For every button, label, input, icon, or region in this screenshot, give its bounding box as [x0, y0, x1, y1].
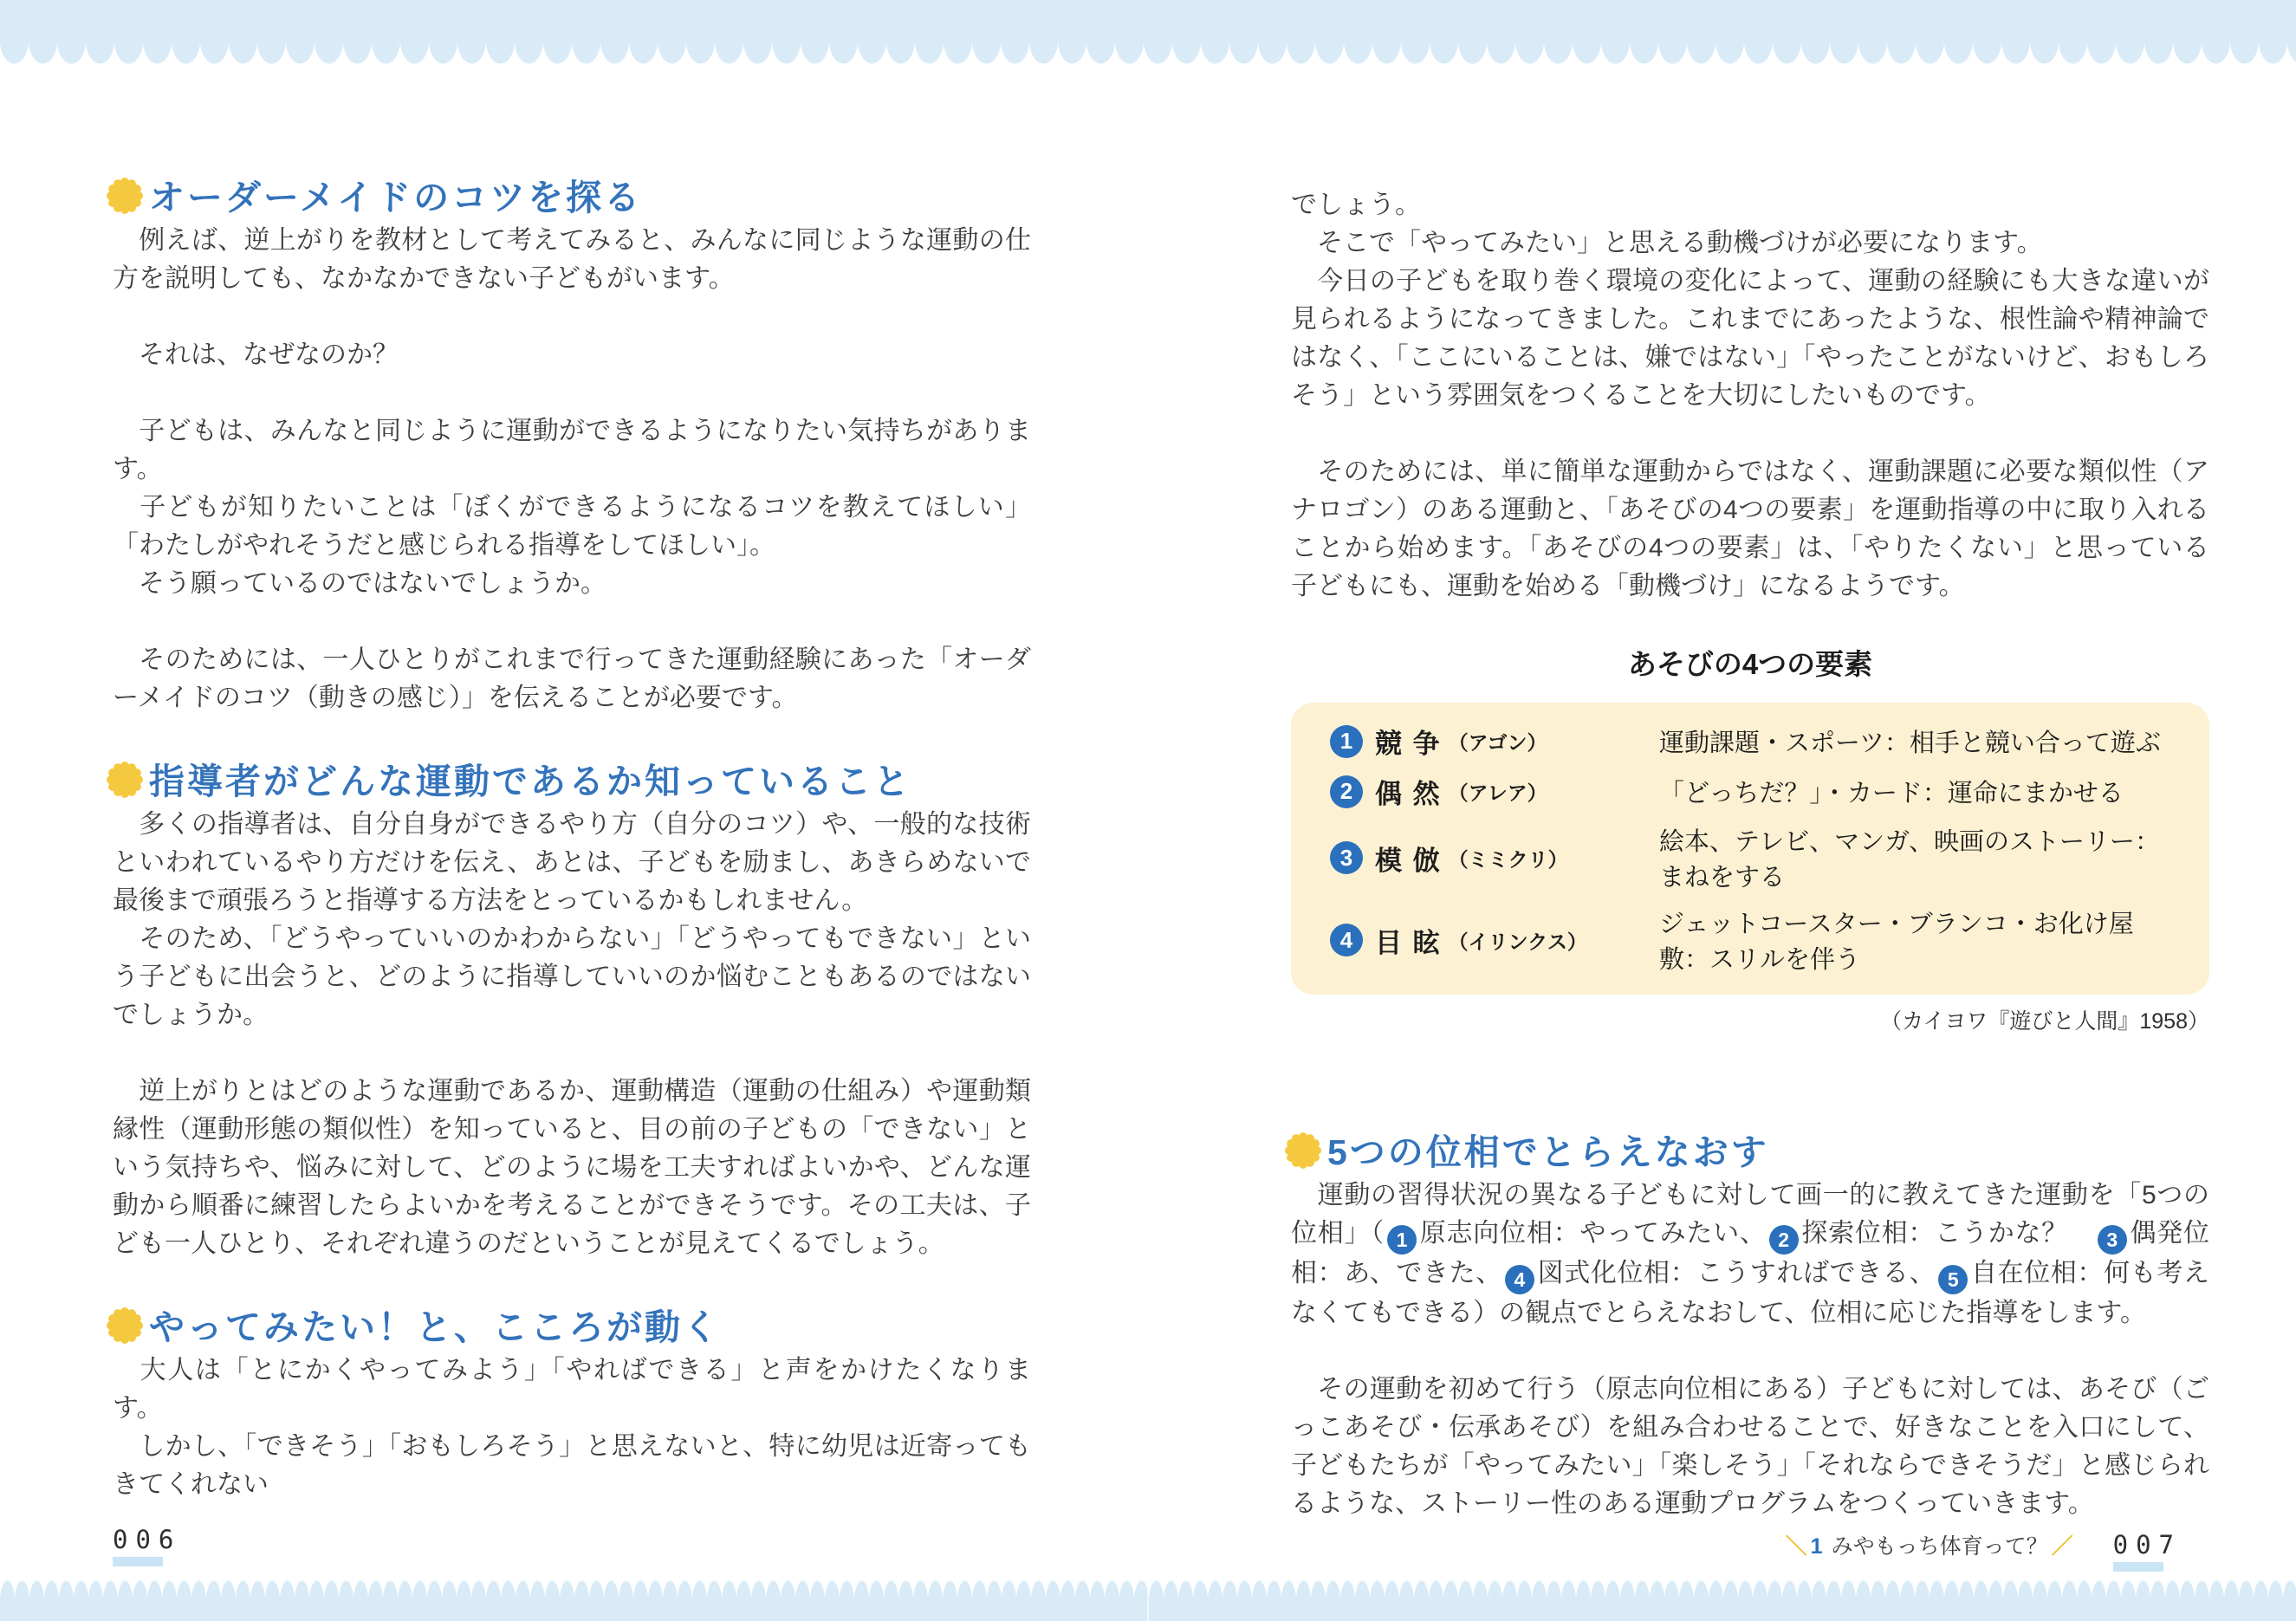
- paragraph: そう願っているのではないでしょうか。: [113, 569, 606, 598]
- section-heading-text: 5つの位相でとらえなおす: [1327, 1132, 1769, 1172]
- play-element-term: 偶 然: [1375, 779, 1442, 809]
- play-element-term: 模 倣: [1375, 845, 1442, 876]
- numbered-circle-icon: 3: [1330, 841, 1363, 874]
- sun-burst-icon: [106, 177, 144, 215]
- numbered-circle-icon: 3: [2098, 1225, 2127, 1255]
- play-element-description: ジェットコースター・ブランコ・お化け屋敷：スリルを伴う: [1659, 911, 2134, 974]
- numbered-circle-icon: 5: [1938, 1265, 1968, 1294]
- paragraph: その運動を初めて行う（原志向位相にある）子どもに対しては、あそび（ごっこあそび・伝承あそび）を組み合わせることで、好きなことを入口にして、子どもたちが「やってみたい」「楽しそう」「それならできそうだ」と感じられるような、ストーリー性のある運動プログラムをつくっていきます。: [1291, 1375, 2209, 1518]
- paragraph: 例えば、逆上がりを教材として考えてみると、みんなに同じような運動の仕方を説明しても、なかなかできない子どもがいます。: [113, 226, 1031, 293]
- paragraph: 子どもが知りたいことは「ぼくができるようになるコツを教えてほしい」「わたしがやれそうだと感じられる指導をしてほしい」。: [113, 493, 1031, 560]
- page-number-underline: [113, 1557, 163, 1566]
- section-heading-text: やってみたい！と、こころが動く: [149, 1307, 721, 1347]
- play-element-reading: （イリンクス）: [1448, 930, 1587, 953]
- section-heading-text: オーダーメイドのコツを探る: [149, 178, 643, 217]
- page-number-underline: [2113, 1562, 2163, 1572]
- page-number-right: 007: [2112, 1530, 2182, 1559]
- paragraph: そのため、「どうやっていいのかわからない」「どうやってもできない」という子どもに出会うと、どのように指導していいのか悩むこともあるのではないでしょうか。: [113, 924, 1031, 1029]
- paragraph: でしょう。: [1291, 191, 1421, 219]
- play-element-term: 目 眩: [1375, 927, 1442, 958]
- play-element-label: [1330, 921, 1659, 960]
- section-heading-text: 指導者がどんな運動であるか知っていること: [149, 762, 911, 801]
- play-element-description: 絵本、テレビ、マンガ、映画のストーリー：まねをする: [1659, 828, 2160, 892]
- play-element-row: [1330, 722, 2170, 761]
- play-element-reading: （アレア）: [1448, 781, 1547, 804]
- numbered-circle-icon: 4: [1505, 1265, 1534, 1294]
- paragraph: そこで「やってみたい」と思える動機づけが必要になります。: [1291, 229, 2043, 257]
- play-elements-box: [1291, 703, 2209, 995]
- play-element-term: 競 争: [1375, 729, 1442, 759]
- paragraph: そのためには、単に簡単な運動からではなく、運動課題に必要な類似性（アナロゴン）のある運動と、「あそびの4つの要素」を運動指導の中に取り入れることから始めます。「あそびの4つの要素」は、「やりたくない」と思っている子どもにも、運動を始める「動機づけ」になるようです。: [1291, 457, 2209, 600]
- numbered-circle-icon: 1: [1387, 1225, 1417, 1255]
- box-source-caption: （カイヨワ『遊びと人間』1958）: [1880, 1009, 2209, 1034]
- section-heading-ordermade: [113, 173, 1031, 222]
- paragraph: 今日の子どもを取り巻く環境の変化によって、運動の経験にも大きな違いが見られるようになってきました。これまでにあったような、根性論や精神論ではなく、「ここにいることは、嫌ではない」「やったことがないけど、おもしろそう」という雰囲気をつくることを大切にしたいものです。: [1291, 267, 2209, 410]
- slash-left-icon: ＼: [1785, 1534, 1807, 1559]
- paragraph: それは、なぜなのか？: [113, 340, 399, 369]
- play-elements-box-title: あそびの4つの要素: [1627, 648, 1873, 680]
- section-heading-motivation: [113, 1303, 1031, 1352]
- play-element-reading: （アゴン）: [1448, 731, 1547, 754]
- play-element-description: 「どっちだ？」・カード：運命にまかせる: [1659, 780, 2124, 807]
- slash-right-icon: ／: [2051, 1534, 2073, 1559]
- play-element-row: [1330, 905, 2170, 976]
- paragraph: 子どもは、みんなと同じように運動ができるようになりたい気持ちがあります。: [113, 417, 1031, 483]
- paragraph-with-numbered-circles: 運動の習得状況の異なる子どもに対して画一的に教えてきた運動を「5つの位相」（ 1 原志向位相：やってみたい、 2 探索位相：こうかな？ 3 偶発位相：あ、できた、 4 図式化位相：こうすればできる、 5 自在位相：何も考えなくてもできる）の観点でとらえなおして、位相に応じた指導をします。: [1291, 1181, 2210, 1327]
- sun-burst-icon: [106, 761, 144, 799]
- footer-left: [113, 1527, 181, 1566]
- paragraph: しかし、「できそう」「おもしろそう」と思えないと、特に幼児は近寄ってもきてくれない: [113, 1432, 1031, 1499]
- sun-burst-icon: [1284, 1131, 1322, 1170]
- chapter-label: [1782, 1533, 2077, 1559]
- page-number-right-block: [2113, 1532, 2182, 1572]
- numbered-circle-icon: 2: [1769, 1225, 1799, 1255]
- sun-burst-icon: [106, 1307, 144, 1345]
- footer-right: [1782, 1532, 2182, 1572]
- play-element-label: [1330, 722, 1659, 761]
- numbered-circle-icon: 1: [1330, 725, 1363, 758]
- play-element-label: [1330, 772, 1659, 811]
- numbered-circle-icon: 2: [1330, 775, 1363, 808]
- page-gutter-line: [1147, 1581, 1149, 1621]
- numbered-circle-icon: 4: [1330, 924, 1363, 956]
- play-element-label: [1330, 839, 1659, 878]
- section-heading-phases: [1291, 1128, 2209, 1177]
- page-number-left: 006: [113, 1525, 182, 1554]
- page-right: [1148, 0, 2296, 1621]
- paragraph: そのためには、一人ひとりがこれまで行ってきた運動経験にあった「オーダーメイドのコツ（動きの感じ）」を伝えることが必要です。: [113, 645, 1031, 712]
- play-element-row: [1330, 822, 2170, 893]
- paragraph: 大人は「とにかくやってみよう」「やればできる」と声をかけたくなります。: [113, 1356, 1031, 1423]
- chapter-number: 1: [1810, 1534, 1823, 1559]
- paragraph: 多くの指導者は、自分自身ができるやり方（自分のコツ）や、一般的な技術といわれているやり方だけを伝え、あとは、子どもを励まし、あきらめないで最後まで頑張ろうと指導する方法をとっているかもしれません。: [113, 810, 1031, 915]
- play-element-row: [1330, 772, 2170, 811]
- section-heading-instructor: [113, 757, 1031, 806]
- play-element-reading: （ミミクリ）: [1448, 847, 1568, 871]
- paragraph: 逆上がりとはどのような運動であるか、運動構造（運動の仕組み）や運動類縁性（運動形態の類似性）を知っていると、目の前の子どもの「できない」という気持ちや、悩みに対して、どのように場を工夫すればよいかや、どんな運動から順番に練習したらよいかを考えることができそうです。その工夫は、子ども一人ひとり、それぞれ違うのだということが見えてくるでしょう。: [113, 1077, 1031, 1258]
- chapter-title: みやもっち体育って？: [1831, 1534, 2048, 1559]
- play-element-description: 運動課題・スポーツ：相手と競い合って遊ぶ: [1659, 729, 2161, 757]
